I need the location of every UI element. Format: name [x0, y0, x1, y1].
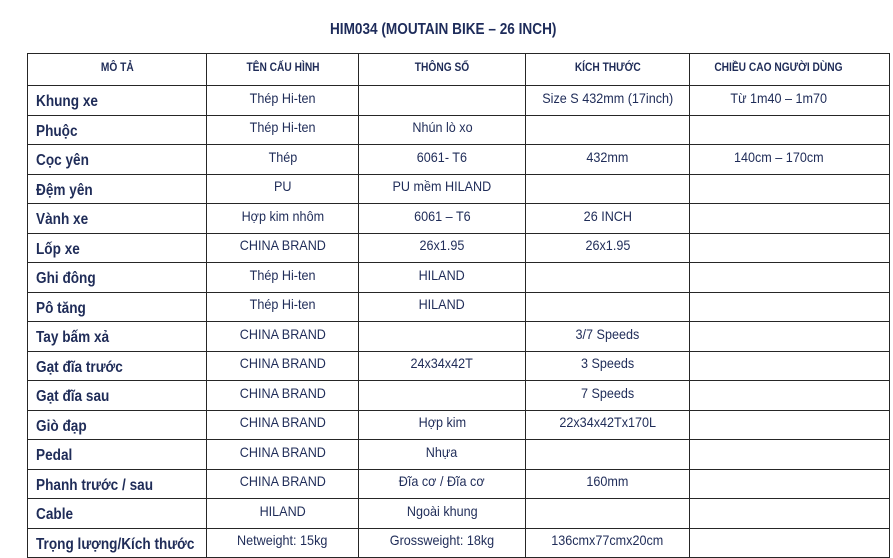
config-cell [207, 499, 359, 529]
rider-height-cell [690, 528, 890, 558]
spec-text: 6061- T6 [416, 148, 468, 165]
description-cell [28, 174, 207, 204]
size-cell [526, 174, 690, 204]
rider-height-cell [690, 86, 890, 116]
config-text: CHINA BRAND [239, 325, 326, 342]
spec-text: HILAND [418, 296, 466, 313]
config-text: CHINA BRAND [239, 443, 326, 460]
size-cell [526, 528, 690, 558]
header-spec-text: THÔNG SỐ [414, 60, 470, 74]
config-cell [207, 528, 359, 558]
rider-height-cell [690, 351, 890, 381]
config-cell [207, 174, 359, 204]
spec-cell [359, 204, 526, 234]
size-cell [526, 292, 690, 322]
config-cell [207, 469, 359, 499]
spec-row-pedal [28, 440, 890, 470]
spec-cell [359, 322, 526, 352]
spec-text: 6061 – T6 [413, 207, 471, 224]
spec-text: 24x34x42T [410, 355, 474, 372]
size-cell [526, 86, 690, 116]
size-text: 136cmx77cmx20cm [551, 532, 664, 549]
description-text: Phanh trước / sau [36, 476, 154, 494]
size-cell [526, 410, 690, 440]
description-text: Lốp xe [36, 240, 80, 258]
spec-cell [359, 233, 526, 263]
config-cell [207, 381, 359, 411]
spec-cell [359, 499, 526, 529]
header-size-text: KÍCH THƯỚC [574, 60, 641, 74]
spec-row-vanh-xe [28, 204, 890, 234]
spec-cell [359, 351, 526, 381]
config-text: Thép Hi-ten [249, 119, 316, 136]
spec-cell [359, 145, 526, 175]
size-cell [526, 145, 690, 175]
config-cell [207, 351, 359, 381]
description-cell [28, 528, 207, 558]
size-cell [526, 263, 690, 293]
size-cell [526, 351, 690, 381]
size-cell [526, 499, 690, 529]
spec-text: HILAND [418, 266, 466, 283]
description-text: Pô tăng [36, 299, 86, 317]
header-config-name [207, 54, 359, 86]
spec-row-ghi-dong [28, 263, 890, 293]
spec-cell [359, 410, 526, 440]
header-description [28, 54, 207, 86]
config-text: PU [273, 178, 292, 195]
header-rider-height-text: CHIỀU CAO NGƯỜI DÙNG [714, 60, 843, 74]
size-text: Size S 432mm (17inch) [542, 89, 673, 106]
description-cell [28, 381, 207, 411]
description-cell [28, 351, 207, 381]
rider-height-cell [690, 263, 890, 293]
spec-row-phuoc [28, 115, 890, 145]
header-config-name-text: TÊN CẤU HÌNH [245, 60, 320, 74]
spec-row-cable [28, 499, 890, 529]
header-size [526, 54, 690, 86]
spec-text: Hợp kim [418, 414, 466, 431]
spec-row-khung-xe [28, 86, 890, 116]
spec-row-gat-dia-sau [28, 381, 890, 411]
config-text: Thép Hi-ten [249, 266, 316, 283]
rider-height-cell [690, 174, 890, 204]
description-cell [28, 204, 207, 234]
size-cell [526, 204, 690, 234]
spec-text: Nhựa [426, 443, 458, 460]
spec-row-po-tang [28, 292, 890, 322]
spec-cell [359, 440, 526, 470]
description-text: Vành xe [36, 211, 89, 229]
config-text: Thép Hi-ten [249, 296, 316, 313]
description-text: Gạt đĩa trước [36, 358, 123, 376]
description-text: Khung xe [36, 93, 98, 111]
description-cell [28, 440, 207, 470]
config-cell [207, 440, 359, 470]
size-cell [526, 440, 690, 470]
description-cell [28, 86, 207, 116]
rider-height-cell [690, 145, 890, 175]
config-cell [207, 204, 359, 234]
config-cell [207, 86, 359, 116]
rider-height-text: 140cm – 170cm [733, 148, 824, 165]
size-cell [526, 233, 690, 263]
rider-height-cell [690, 204, 890, 234]
config-cell [207, 292, 359, 322]
config-text: Netweight: 15kg [237, 532, 328, 549]
config-cell [207, 233, 359, 263]
rider-height-cell [690, 322, 890, 352]
spec-cell [359, 174, 526, 204]
size-text: 432mm [586, 148, 629, 165]
spec-cell [359, 469, 526, 499]
spec-cell [359, 86, 526, 116]
header-row [28, 54, 890, 86]
description-text: Cable [36, 506, 74, 524]
header-rider-height [690, 54, 890, 86]
size-cell [526, 469, 690, 499]
spec-row-gio-dap [28, 410, 890, 440]
description-cell [28, 292, 207, 322]
size-text: 3/7 Speeds [575, 325, 640, 342]
document-title-text: HIM034 (MOUTAIN BIKE – 26 INCH) [330, 21, 557, 38]
rider-height-cell [690, 440, 890, 470]
description-cell [28, 469, 207, 499]
size-text: 22x34x42Tx170L [559, 414, 656, 431]
spec-cell [359, 528, 526, 558]
spec-row-gat-dia-truoc [28, 351, 890, 381]
description-text: Giò đạp [36, 417, 87, 435]
description-text: Pedal [36, 447, 73, 465]
spec-text: PU mềm HILAND [392, 178, 492, 195]
spec-cell [359, 292, 526, 322]
config-text: Hợp kim nhôm [241, 207, 324, 224]
rider-height-cell [690, 381, 890, 411]
spec-text: Nhún lò xo [411, 119, 473, 136]
rider-height-cell [690, 410, 890, 440]
size-text: 26 INCH [583, 207, 632, 224]
description-cell [28, 233, 207, 263]
description-text: Gạt đĩa sau [36, 388, 110, 406]
size-cell [526, 322, 690, 352]
spec-table [27, 53, 890, 558]
header-spec [359, 54, 526, 86]
spec-cell [359, 381, 526, 411]
config-cell [207, 410, 359, 440]
document-title [0, 19, 887, 41]
config-text: CHINA BRAND [239, 414, 326, 431]
config-cell [207, 115, 359, 145]
spec-row-phanh [28, 469, 890, 499]
size-text: 3 Speeds [580, 355, 635, 372]
rider-height-cell [690, 292, 890, 322]
rider-height-cell [690, 469, 890, 499]
spec-text: Ngoài khung [406, 502, 478, 519]
description-cell [28, 263, 207, 293]
size-text: 7 Speeds [580, 384, 635, 401]
size-text: 160mm [586, 473, 629, 490]
spec-cell [359, 115, 526, 145]
spec-text: Đĩa cơ / Đĩa cơ [399, 473, 485, 490]
description-text: Cọc yên [36, 152, 89, 170]
config-text: CHINA BRAND [239, 473, 326, 490]
description-cell [28, 145, 207, 175]
config-text: CHINA BRAND [239, 355, 326, 372]
size-text: 26x1.95 [585, 237, 630, 254]
config-text: CHINA BRAND [239, 237, 326, 254]
spec-row-tay-bam-xa [28, 322, 890, 352]
config-text: Thép [268, 148, 297, 165]
size-cell [526, 381, 690, 411]
description-text: Đệm yên [36, 181, 93, 199]
description-text: Tay bấm xả [36, 329, 110, 347]
description-cell [28, 499, 207, 529]
config-text: Thép Hi-ten [249, 89, 316, 106]
spec-text: Grossweight: 18kg [389, 532, 495, 549]
description-text: Phuộc [36, 122, 78, 140]
description-cell [28, 410, 207, 440]
config-cell [207, 145, 359, 175]
rider-height-cell [690, 499, 890, 529]
config-cell [207, 322, 359, 352]
config-text: HILAND [259, 502, 306, 519]
description-cell [28, 322, 207, 352]
spec-row-coc-yen [28, 145, 890, 175]
spec-row-dem-yen [28, 174, 890, 204]
rider-height-cell [690, 115, 890, 145]
rider-height-cell [690, 233, 890, 263]
config-cell [207, 263, 359, 293]
description-text: Trọng lượng/Kích thước [36, 535, 195, 553]
spec-row-lop-xe [28, 233, 890, 263]
rider-height-text: Từ 1m40 – 1m70 [730, 89, 827, 106]
spec-cell [359, 263, 526, 293]
description-cell [28, 115, 207, 145]
size-cell [526, 115, 690, 145]
spec-text: 26x1.95 [419, 237, 465, 254]
config-text: CHINA BRAND [239, 384, 326, 401]
header-description-text: MÔ TẢ [100, 60, 134, 74]
spec-row-trong-luong [28, 528, 890, 558]
description-text: Ghi đông [36, 270, 96, 288]
